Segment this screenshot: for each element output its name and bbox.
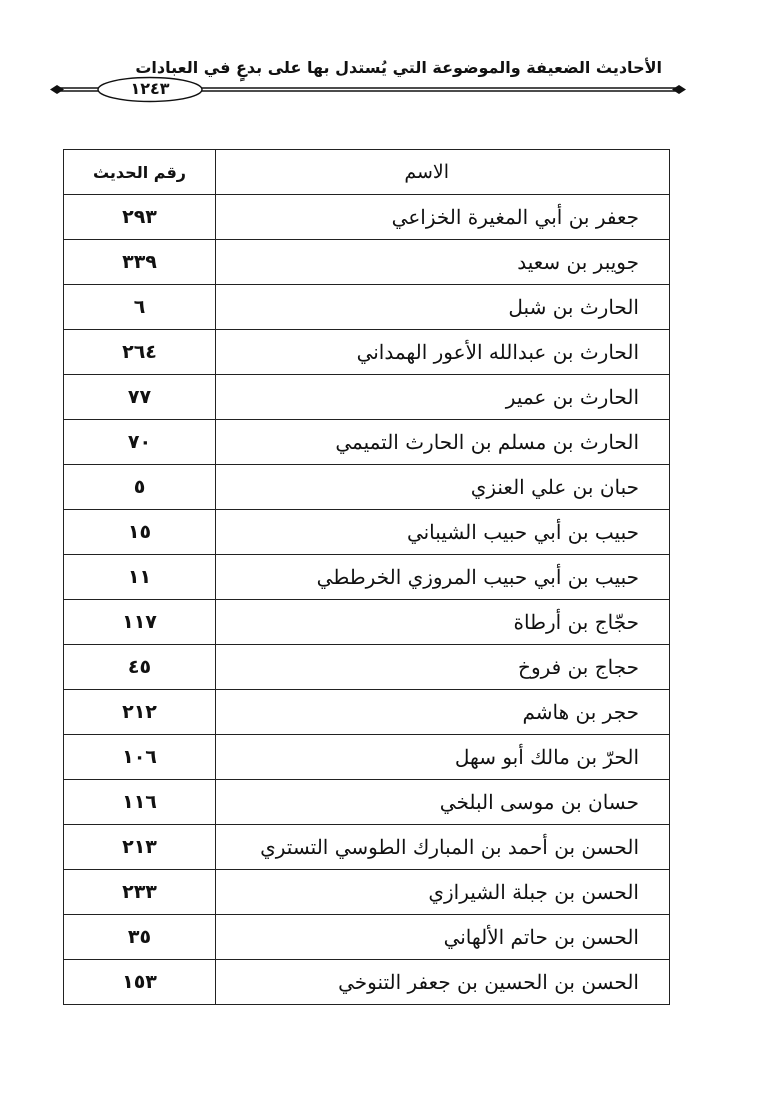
table-row	[64, 465, 670, 510]
hadith-number-cell: ٣٣٩	[64, 240, 216, 285]
hadith-number-cell: ٥	[64, 465, 216, 510]
narrator-name-cell: الحسن بن حاتم الألهاني	[216, 915, 670, 960]
narrator-name-cell: جعفر بن أبي المغيرة الخزاعي	[216, 195, 670, 240]
narrator-name-cell: الحرّ بن مالك أبو سهل	[216, 735, 670, 780]
table-row	[64, 240, 670, 285]
hadith-number-cell: ٢١٣	[64, 825, 216, 870]
table-row	[64, 915, 670, 960]
hadith-number-cell: ٢٩٣	[64, 195, 216, 240]
hadith-number-cell: ١١٧	[64, 600, 216, 645]
table-header-row	[64, 150, 670, 195]
hadith-number-cell: ٢٣٣	[64, 870, 216, 915]
table-row	[64, 870, 670, 915]
table-row	[64, 600, 670, 645]
narrator-name-cell: الحارث بن مسلم بن الحارث التميمي	[216, 420, 670, 465]
hadith-number-cell: ٦	[64, 285, 216, 330]
table-row	[64, 285, 670, 330]
narrator-name-cell: حجاج بن فروخ	[216, 645, 670, 690]
table-row	[64, 555, 670, 600]
hadith-number-cell: ١١	[64, 555, 216, 600]
narrator-name-cell: حسان بن موسى البلخي	[216, 780, 670, 825]
page-number: ١٢٤٣	[130, 79, 170, 98]
hadith-number-cell: ٤٥	[64, 645, 216, 690]
narrator-name-cell: حبيب بن أبي حبيب المروزي الخرططي	[216, 555, 670, 600]
table-row	[64, 825, 670, 870]
narrator-name-cell: حجّاج بن أرطاة	[216, 600, 670, 645]
hadith-number-cell: ١٠٦	[64, 735, 216, 780]
narrator-name-cell: حبان بن علي العنزي	[216, 465, 670, 510]
column-header-number: رقم الحديث	[64, 150, 216, 195]
column-header-name: الاسم	[216, 150, 670, 195]
table-row	[64, 195, 670, 240]
table-row	[64, 960, 670, 1005]
hadith-number-cell: ٣٥	[64, 915, 216, 960]
narrator-name-cell: جويبر بن سعيد	[216, 240, 670, 285]
table-row	[64, 780, 670, 825]
narrator-name-cell: الحارث بن عمير	[216, 375, 670, 420]
table-row	[64, 735, 670, 780]
narrator-name-cell: حبيب بن أبي حبيب الشيباني	[216, 510, 670, 555]
narrator-name-cell: الحسن بن جبلة الشيرازي	[216, 870, 670, 915]
hadith-number-cell: ٢٦٤	[64, 330, 216, 375]
narrator-name-cell: الحارث بن شبل	[216, 285, 670, 330]
running-header-title: الأحاديث الضعيفة والموضوعة التي يُستدل بها على بدعٍ في العبادات	[135, 58, 662, 77]
rule-end-diamond-right	[672, 85, 686, 94]
hadith-number-cell: ٧٧	[64, 375, 216, 420]
narrator-name-cell: حجر بن هاشم	[216, 690, 670, 735]
table-row	[64, 690, 670, 735]
narrator-name-cell: الحسن بن الحسين بن جعفر التنوخي	[216, 960, 670, 1005]
hadith-number-cell: ٧٠	[64, 420, 216, 465]
narrators-index-table	[63, 149, 670, 1005]
narrator-name-cell: الحسن بن أحمد بن المبارك الطوسي التستري	[216, 825, 670, 870]
table-row	[64, 330, 670, 375]
hadith-number-cell: ٢١٢	[64, 690, 216, 735]
hadith-number-cell: ١٥٣	[64, 960, 216, 1005]
table-row	[64, 420, 670, 465]
rule-end-diamond-left	[50, 85, 64, 94]
table-row	[64, 375, 670, 420]
hadith-number-cell: ١٥	[64, 510, 216, 555]
narrator-name-cell: الحارث بن عبدالله الأعور الهمداني	[216, 330, 670, 375]
table-row	[64, 645, 670, 690]
table-row	[64, 510, 670, 555]
hadith-number-cell: ١١٦	[64, 780, 216, 825]
